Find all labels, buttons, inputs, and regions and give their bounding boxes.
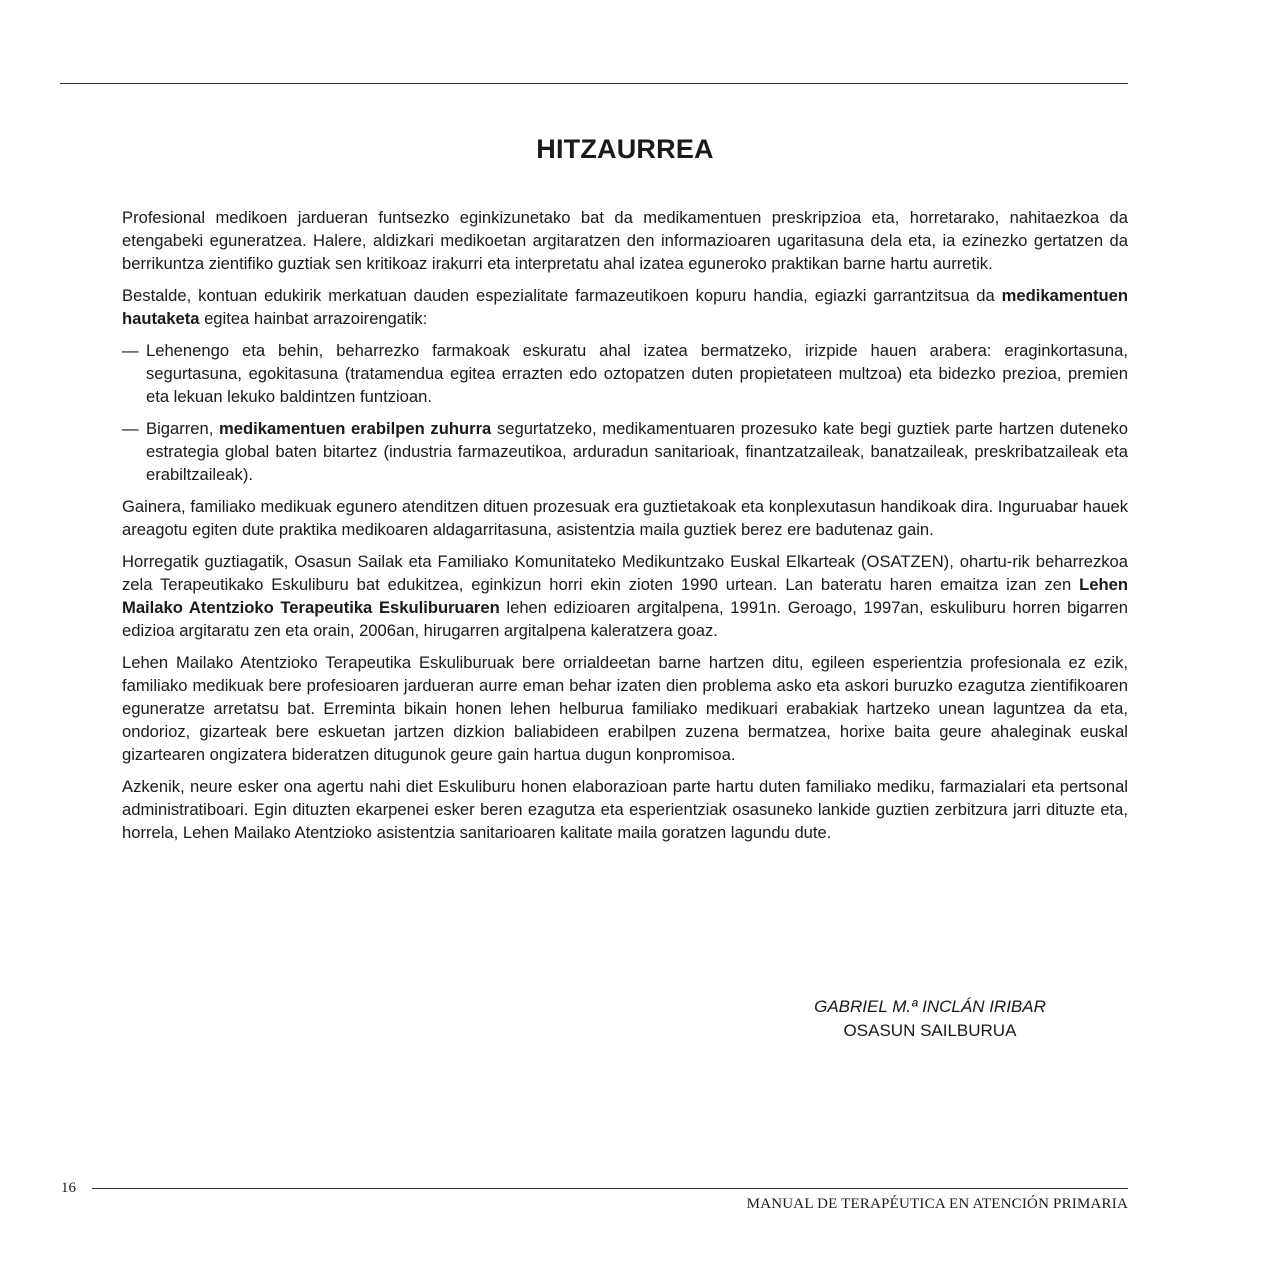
- list-item: [122, 339, 1128, 408]
- footer-book-title: MANUAL DE TERAPÉUTICA EN ATENCIÓN PRIMARIA: [746, 1196, 1128, 1212]
- dash-bullet: —: [122, 341, 139, 360]
- paragraph-2-bold: medikamentuen hautaketa: [122, 286, 1128, 328]
- paragraph-3: Gainera, familiako medikuak egunero atenditzen dituen prozesuak era guztietakoak eta konplexutasun handikoak dira. Inguruabar hauek areagotu egiten dute praktika medikoaren aldagarritasuna, asistentzia maila guztiek berez ere badutenaz gain.: [122, 497, 1128, 539]
- paragraph-2: [122, 284, 1128, 330]
- signature-role: OSASUN SAILBURUA: [843, 1021, 1017, 1040]
- page-number: 16: [61, 1180, 76, 1196]
- bottom-rule: [92, 1188, 1128, 1189]
- list-item-2-bold: medikamentuen erabilpen zuhurra: [219, 419, 492, 438]
- dash-bullet: —: [122, 419, 139, 438]
- list-item: [122, 417, 1128, 486]
- paragraph-2-text-a: Bestalde, kontuan edukirik merkatuan dauden espezialitate farmazeutikoen kopuru handia, egiazki garrantzitsua da: [122, 286, 1002, 305]
- list-item-2-text-a: Bigarren,: [146, 419, 219, 438]
- page-title: HITZAURREA: [536, 134, 714, 165]
- body-text: [122, 206, 1128, 853]
- signature-block: [780, 995, 1080, 1043]
- list-item-2-text-b: segurtatzeko, medikamentuaren prozesuko kate begi guztiek parte hartzen duteneko estrategia global baten bitartez (industria farmazeutikoa, arduradun sanitarioak, finantzatzaileak, banatzaileak, preskribatzaileak eta erabiltzaileak).: [146, 419, 1128, 484]
- paragraph-1: Profesional medikoen jardueran funtsezko eginkizunetako bat da medikamentuen preskripzioa eta, horretarako, nahitaezkoa da etengabeki eguneratzea. Halere, aldizkari medikoetan argitaratzen den informazioaren ugaritasuna dela eta, ia ezinezko gertatzen da berrikuntza zientifiko guztiak sen kritikoaz irakurri eta interpretatu ahal izatea eguneroko praktikan barne hartu aurretik.: [122, 208, 1128, 273]
- paragraph-2-text-b: egitea hainbat arrazoirengatik:: [199, 309, 428, 328]
- top-rule: [60, 83, 1128, 84]
- paragraph-4-text-b: lehen edizioaren argitalpena, 1991n. Geroago, 1997an, eskuliburu horren bigarren edizioa argitaratu zen eta orain, 2006an, hirugarren argitalpena kaleratzera goaz.: [122, 598, 1128, 640]
- paragraph-4: [122, 550, 1128, 642]
- paragraph-4-bold: Lehen Mailako Atentzioko Terapeutika Eskuliburuaren: [122, 575, 1128, 617]
- paragraph-5: Lehen Mailako Atentzioko Terapeutika Eskuliburuak bere orrialdeetan barne hartzen ditu, egileen esperientzia profesionala ez ezik, familiako medikuak bere profesioaren jardueran aurre eman behar izaten dien problema asko eta askori buruzko ezagutza zientifikoaren eguneratze arretatsu bat. Erreminta bikain honen lehen helburua familiako medikuari erabakiak hartzeko unean laguntzea da eta, ondorioz, gizarteak bere eskuetan jartzen dizkion baliabideen erabilpen zuzena bermatzea, horixe baita geure ahaleginak euskal gizartearen ongizatera bideratzen ditugunok geure gain hartua dugun konpromisoa.: [122, 653, 1128, 764]
- paragraph-6: Azkenik, neure esker ona agertu nahi diet Eskuliburu honen elaborazioan parte hartu duten familiako mediku, farmazialari eta pertsonal administratiboari. Egin dituzten ekarpenei esker beren ezagutza eta esperientziak osasuneko lankide guztien zerbitzura jarri dituzte eta, horrela, Lehen Mailako Atentzioko asistentzia sanitarioaren kalitate maila goratzen lagundu dute.: [122, 777, 1128, 842]
- signature-name: GABRIEL M.ª INCLÁN IRIBAR: [814, 997, 1046, 1016]
- list-item-1-text: Lehenengo eta behin, beharrezko farmakoak eskuratu ahal izatea bermatzeko, irizpide hauen arabera: eraginkortasuna, segurtasuna, egokitasuna (tratamendua egitea errazten edo oztopatzen duten propietateen multzoa) eta bidezko prezioa, premien eta lekuan lekuko baldintzen funtzioan.: [146, 341, 1128, 406]
- paragraph-4-text-a: Horregatik guztiagatik, Osasun Sailak eta Familiako Komunitateko Medikuntzako Euskal Elkarteak (OSATZEN), ohartu-rik beharrezkoa zela Terapeutikako Eskuliburu bat edukitzea, eginkizun horri ekin zioten 1990 urtean. Lan bateratu haren emaitza izan zen: [122, 552, 1128, 594]
